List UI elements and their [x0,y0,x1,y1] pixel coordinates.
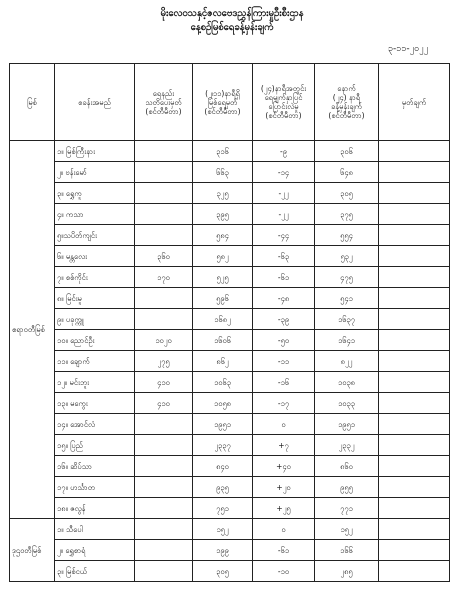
remarks-cell [379,204,450,225]
table-row [10,288,450,309]
forecast-level-24h: ၈၂၂ [315,351,379,372]
table-row [10,204,450,225]
remarks-cell [379,162,450,183]
station-name: ၁၂။ မင်းဘူး [55,372,135,393]
current-water-level: ၁၆၈၂ [193,309,253,330]
station-name: ၁။ သီပေါ [55,519,135,540]
station-name: ၁၈။ ဇလွန် [55,498,135,519]
remarks-cell [379,393,450,414]
level-change-24h: ၀ [253,519,315,540]
station-name: ၆။ မန္တလေး [55,246,135,267]
table-row [10,225,450,246]
low-warning-level [135,414,193,435]
station-name: ၂။ ဗန်းမော် [55,162,135,183]
forecast-level-24h: ၁၆၃၇ [315,309,379,330]
level-change-24h: -၄၈ [253,288,315,309]
low-warning-level [135,519,193,540]
low-warning-level [135,225,193,246]
table-row [10,351,450,372]
table-row [10,519,450,540]
current-water-level: ၃၀၅ [193,561,253,582]
low-warning-level [135,288,193,309]
current-water-level: ၅၂၅ [193,267,253,288]
river-name: ဒုဌဝတီမြစ် [10,519,55,582]
remarks-cell [379,540,450,561]
table-row [10,183,450,204]
header-24h-change: (၂၄)နာရီအတွင်း ရေမျက်နှာပြင် ပြောင်းလဲမှု (စင်တီမီတာ) [253,64,315,141]
low-warning-level [135,540,193,561]
river-name: ဧရာဝတီမြစ် [10,141,55,519]
station-name: ၉။ ပခုက္ကူ [55,309,135,330]
level-change-24h: -၁၆ [253,372,315,393]
remarks-cell [379,456,450,477]
station-name: ၅။သပိတ်ကျင်း [55,225,135,246]
remarks-cell [379,288,450,309]
forecast-level-24h: ၅၃၂ [315,246,379,267]
station-name: ၄။ ကသာ [55,204,135,225]
forecast-level-24h: ၁၆၆ [315,540,379,561]
remarks-cell [379,414,450,435]
level-change-24h: +၂၅ [253,498,315,519]
low-warning-level: ၄၁၀ [135,372,193,393]
low-warning-level: ၃၆၀ [135,246,193,267]
current-water-level: ၅၈၂ [193,246,253,267]
department-title: မိုးလေဝသနှင့်ဇလဗေဒညွှန်ကြားမှုဦးစီးဌာန [160,8,304,19]
current-water-level: ၆၆၃ [193,162,253,183]
level-change-24h: -၆၃ [253,246,315,267]
forecast-level-24h: ၁၅၂ [315,519,379,540]
station-name: ၁။ မြစ်ကြီးနား [55,141,135,162]
low-warning-level [135,183,193,204]
remarks-cell [379,477,450,498]
level-change-24h: -၁၄ [253,162,315,183]
low-warning-level [135,561,193,582]
station-name: ၁၃။ မကွေး [55,393,135,414]
station-name: ၁၇။ ဟင်္သာတ [55,477,135,498]
remarks-cell [379,309,450,330]
forecast-level-24h: ၆၄၈ [315,162,379,183]
remarks-cell [379,225,450,246]
current-water-level: ၁၆၀၆ [193,330,253,351]
table-row [10,267,450,288]
level-change-24h: -၆၁ [253,540,315,561]
low-warning-level [135,162,193,183]
station-name: ၃။ မြစ်ငယ် [55,561,135,582]
low-warning-level [135,498,193,519]
level-change-24h: -၅၀ [253,330,315,351]
header-station: စခန်းအမည် [55,64,135,141]
station-name: ၁၀။ ညောင်ဦး [55,330,135,351]
level-change-24h: -၁၀ [253,561,315,582]
remarks-cell [379,330,450,351]
report-title: နေ့စဉ်မြစ်ရေခန့်မှန်းချက် [190,22,274,33]
header-remarks: မှတ်ချက် [379,64,450,141]
remarks-cell [379,246,450,267]
table-row [10,162,450,183]
header-river: မြစ် [10,64,55,141]
current-water-level: ၃၉၅ [193,204,253,225]
low-warning-level: ၁၇၀ [135,267,193,288]
current-water-level: ၂၃၃၇ [193,435,253,456]
table-row [10,561,450,582]
table-row [10,330,450,351]
table-row [10,477,450,498]
current-water-level: ၁၅၂ [193,519,253,540]
header-low-warning: ရေနည်း သတိပေးမှတ် (စင်တီမီတာ) [135,64,193,141]
level-change-24h: +၄၀ [253,456,315,477]
level-change-24h: -၉ [253,141,315,162]
forecast-level-24h: ၁၀၃၈ [315,372,379,393]
low-warning-level: ၂၇၅ [135,351,193,372]
report-date: ၃-၁၁-၂၀၂၂ [387,44,428,54]
low-warning-level [135,435,193,456]
table-row [10,393,450,414]
forecast-level-24h: ၃၇၅ [315,204,379,225]
current-water-level: ၅၈၄ [193,225,253,246]
remarks-cell [379,267,450,288]
table-row [10,540,450,561]
header-forecast: နောက် (၂၄) နာရီ ခန့်မှန်းချက် (စင်တီမီတာ) [315,64,379,141]
forecast-level-24h: ၃၀၆ [315,141,379,162]
forecast-level-24h: ၈၆၀ [315,456,379,477]
river-forecast-table [9,63,450,582]
remarks-cell [379,372,450,393]
low-warning-level [135,309,193,330]
level-change-24h: -၃၉ [253,309,315,330]
current-water-level: ၃၂၅ [193,183,253,204]
level-change-24h: -၂၂ [253,204,315,225]
station-name: ၁၁။ ချောက် [55,351,135,372]
current-water-level: ၅၉၆ [193,288,253,309]
current-water-level: ၉၃၅ [193,477,253,498]
table-row [10,309,450,330]
remarks-cell [379,561,450,582]
table-row [10,372,450,393]
level-change-24h: -၁၁ [253,351,315,372]
level-change-24h: -၁၇ [253,393,315,414]
level-change-24h: +၂၀ [253,477,315,498]
station-name: ၁၅။ ပြည် [55,435,135,456]
low-warning-level [135,141,193,162]
current-water-level: ၁၀၅၈ [193,393,253,414]
remarks-cell [379,435,450,456]
forecast-level-24h: ၇၇၁ [315,498,379,519]
forecast-level-24h: ၉၅၅ [315,477,379,498]
remarks-cell [379,183,450,204]
remarks-cell [379,519,450,540]
forecast-level-24h: ၃၀၅ [315,183,379,204]
current-water-level: ၇၅၁ [193,498,253,519]
current-water-level: ၁၉၉ [193,540,253,561]
station-name: ၂။ ရွှေစာရံ [55,540,135,561]
current-water-level: ၃၁၆ [193,141,253,162]
table-row [10,435,450,456]
forecast-level-24h: ၄၇၅ [315,267,379,288]
forecast-level-24h: ၁၀၃၃ [315,393,379,414]
table-row [10,498,450,519]
remarks-cell [379,141,450,162]
table-header-row [10,64,450,141]
station-name: ၈။ မြင်းမူ [55,288,135,309]
forecast-level-24h: ၅၄၁ [315,288,379,309]
table-row [10,141,450,162]
forecast-level-24h: ၁၆၄၁ [315,330,379,351]
low-warning-level [135,456,193,477]
station-name: ၁၄။ အောင်လံ [55,414,135,435]
low-warning-level: ၁၀၂၀ [135,330,193,351]
table-row [10,246,450,267]
low-warning-level [135,477,193,498]
low-warning-level: ၄၁၀ [135,393,193,414]
table-row [10,456,450,477]
remarks-cell [379,351,450,372]
level-change-24h: +၇ [253,435,315,456]
forecast-level-24h: ၂၃၃၂ [315,435,379,456]
table-row [10,414,450,435]
current-water-level: ၁၉၅၁ [193,414,253,435]
current-water-level: ၈၆၂ [193,351,253,372]
forecast-level-24h: ၂၈၅ [315,561,379,582]
remarks-cell [379,498,450,519]
current-water-level: ၈၄၀ [193,456,253,477]
forecast-level-24h: ၁၉၅၁ [315,414,379,435]
level-change-24h: -၄၄ [253,225,315,246]
current-water-level: ၁၀၆၃ [193,372,253,393]
level-change-24h: -၆၁ [253,267,315,288]
level-change-24h: -၂၂ [253,183,315,204]
station-name: ၁၆။ ဆိပ်သာ [55,456,135,477]
header-current-level: (၂၊၁၁)နာရီရှိ မြစ်ရေမှတ် (စင်တီမီတာ) [193,64,253,141]
station-name: ၃။ ရွှေကူ [55,183,135,204]
level-change-24h: ၀ [253,414,315,435]
station-name: ၇။ စစ်ကိုင်း [55,267,135,288]
forecast-level-24h: ၅၅၄ [315,225,379,246]
low-warning-level [135,204,193,225]
